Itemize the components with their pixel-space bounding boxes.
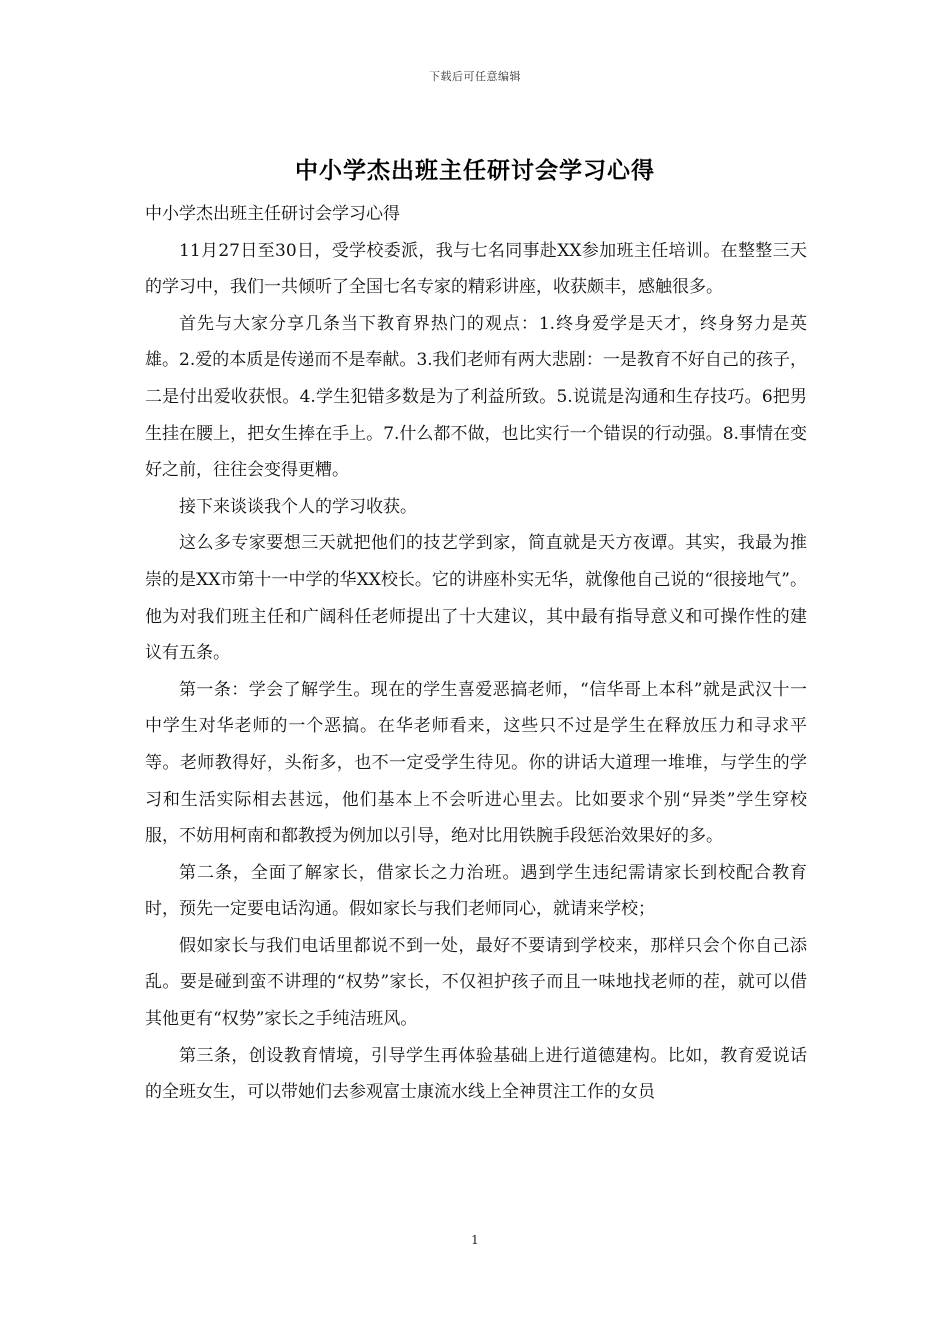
paragraph: 第一条：学会了解学生。现在的学生喜爱恶搞老师，“信华哥上本科”就是武汉十一中学生对华老师的一个恶搞。在华老师看来，这些只不过是学生在释放压力和寻求平等。老师教得好，头衔多，也不一定受学生待见。你的讲话大道理一堆堆，与学生的学习和生活实际相去甚远，他们基本上不会听进心里去。比如要求个别“异类”学生穿校服，不妨用柯南和都教授为例加以引导，绝对比用铁腕手段惩治效果好的多。: [145, 679, 807, 847]
paragraph: 接下来谈谈我个人的学习收获。: [179, 496, 417, 517]
paragraph: 这么多专家要想三天就把他们的技艺学到家，简直就是天方夜谭。其实，我最为推崇的是XX市第十一中学的华XX校长。它的讲座朴实无华，就像他自己说的“很接地气”。他为对我们班主任和广阔科任老师提出了十大建议，其中最有指导意义和可操作性的建议有五条。: [145, 533, 807, 664]
paragraph: 11月27日至30日，受学校委派，我与七名同事赴XX参加班主任培训。在整整三天的学习中，我们一共倾听了全国七名专家的精彩讲座，收获颇丰，感触很多。: [145, 240, 807, 298]
paragraph: 假如家长与我们电话里都说不到一处，最好不要请到学校来，那样只会个你自己添乱。要是碰到蛮不讲理的“权势”家长，不仅袒护孩子而且一味地找老师的茬，就可以借其他更有“权势”家长之手纯洁班风。: [145, 935, 807, 1030]
header-note: 下载后可任意编辑: [429, 70, 521, 83]
paragraph: 第二条，全面了解家长，借家长之力治班。遇到学生违纪需请家长到校配合教育时，预先一定要电话沟通。假如家长与我们老师同心，就请来学校；: [145, 862, 807, 920]
paragraph: 第三条，创设教育情境，引导学生再体验基础上进行道德建构。比如，教育爱说话的全班女生，可以带她们去参观富士康流水线上全神贯注工作的女员: [145, 1045, 807, 1103]
page-number: 1: [471, 1233, 479, 1247]
paragraph: 首先与大家分享几条当下教育界热门的观点：1.终身爱学是天才，终身努力是英雄。2.爱的本质是传递而不是奉献。3.我们老师有两大悲剧：一是教育不好自己的孩子，二是付出爱收获恨。4.学生犯错多数是为了利益所致。5.说谎是沟通和生存技巧。6把男生挂在腰上，把女生捧在手上。7.什么都不做，也比实行一个错误的行动强。8.事情在变好之前，往往会变得更糟。: [145, 313, 807, 481]
document-subtitle: 中小学杰出班主任研讨会学习心得: [145, 204, 400, 224]
document-title: 中小学杰出班主任研讨会学习心得: [295, 157, 655, 184]
document-body: [145, 196, 807, 1111]
